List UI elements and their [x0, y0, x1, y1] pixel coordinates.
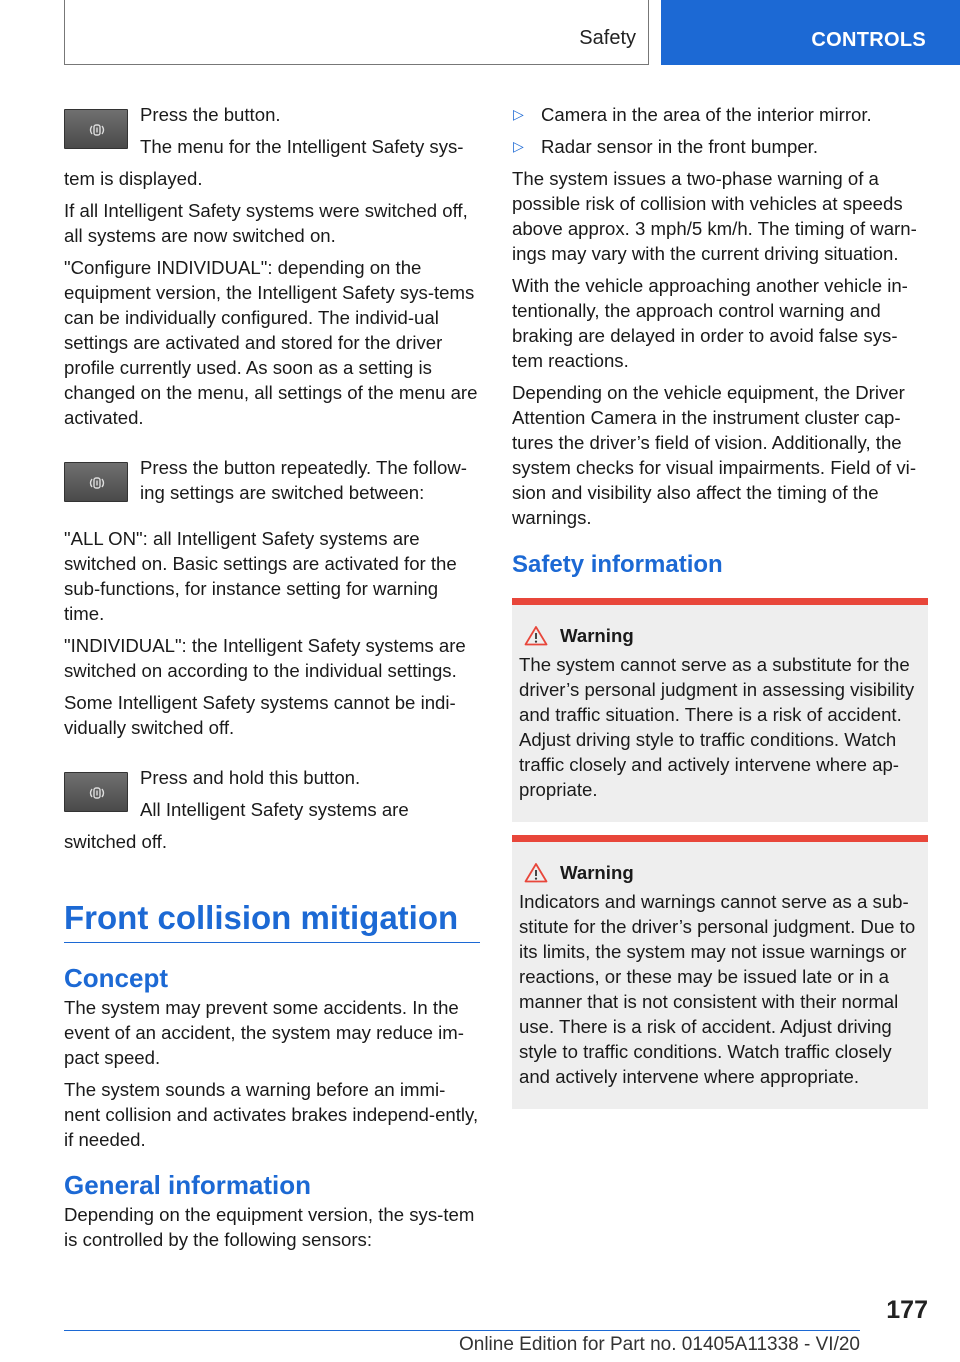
paragraph: "ALL ON": all Intelligent Safety systems are switched on. Basic settings are activated for the sub-functions, for instance setting for warning time. [64, 528, 457, 624]
sensor-list [512, 102, 928, 159]
button-instruction-3 [64, 765, 480, 829]
warning-title: Warning [560, 625, 634, 646]
footer-divider [64, 1330, 860, 1331]
header-section-box [64, 0, 649, 65]
triangle-bullet-icon: ▷ [513, 138, 524, 154]
warning-text: Indicators and warnings cannot serve as a sub‐stitute for the driver’s personal judgment. Due to its limits, the system may not issue warnings or reactions, or these may be issued late or in a manner that is not consistent with their normal use. There is a risk of accident. Adjust driving style to traffic conditions. Watch traffic closely and actively intervene where appropriate. [519, 891, 916, 1087]
list-item [512, 134, 928, 159]
btn3-line2: All Intelligent Safety systems are [140, 799, 409, 820]
warning-text: The system cannot serve as a substitute for the driver’s personal judgment in assessing visibility and traffic situation. There is a risk of accident. Adjust driving style to traffic conditions. Watch traffic closely and actively intervene where ap‐propriate. [519, 654, 915, 800]
paragraph: "INDIVIDUAL": the Intelligent Safety systems are switched on according to the individual settings. [64, 635, 466, 681]
header-section-title: Safety [579, 27, 636, 49]
subheading-general-information: General information [64, 1170, 312, 1200]
intelligent-safety-button-icon [64, 462, 128, 502]
header-chapter-title: CONTROLS [811, 29, 926, 51]
page-number: 177 [886, 1296, 928, 1324]
edition-text: Online Edition for Part no. 01405A11338 - VI/20 [458, 1334, 860, 1355]
page-header [0, 0, 960, 66]
safety-information-heading: Safety information [512, 551, 723, 578]
warning-triangle-icon [524, 862, 548, 883]
intelligent-safety-button-icon [64, 772, 128, 812]
header-chapter-tab [661, 0, 960, 65]
warning-box-1 [512, 598, 928, 822]
paragraph: Depending on the equipment version, the sys‐tem is controlled by the following sensors: [64, 1204, 475, 1250]
paragraph: With the vehicle approaching another vehicle in‐tentionally, the approach control warning and braking are delayed in order to avoid false sys‐tem reactions. [512, 275, 908, 371]
paragraph: The system sounds a warning before an immi‐nent collision and activates brakes independ‐ently, if needed. [64, 1079, 479, 1150]
list-item-text: Radar sensor in the front bumper. [541, 136, 818, 157]
paragraph: "Configure INDIVIDUAL": depending on the equipment version, the Intelligent Safety sys‐tems can be individually configured. The individ‐ual settings are activated and stored for the driver profile currently used. As soon as a setting is changed on the menu, all settings of the menu are activated. [64, 257, 478, 428]
subheading-concept: Concept [64, 963, 168, 993]
paragraph: If all Intelligent Safety systems were switched off, all systems are now switched on. [64, 200, 468, 246]
btn3-continuation: switched off. [64, 831, 168, 852]
section-heading: Front collision mitigation [64, 898, 480, 943]
paragraph: The system issues a two-phase warning of a possible risk of collision with vehicles at speeds above approx. 3 mph/5 km/h. The timing of warn‐ings may vary with the current driving situation. [512, 168, 917, 264]
btn1-line1: Press the button. [140, 104, 281, 125]
right-column [512, 102, 928, 1122]
list-item-text: Camera in the area of the interior mirror. [541, 104, 872, 125]
btn1-line2: The menu for the Intelligent Safety sys‐ [140, 136, 464, 157]
button-instruction-1 [64, 102, 480, 166]
left-column [64, 102, 480, 1259]
intelligent-safety-button-icon [64, 109, 128, 149]
triangle-bullet-icon: ▷ [513, 106, 524, 122]
paragraph: Some Intelligent Safety systems cannot be indi‐vidually switched off. [64, 692, 456, 738]
btn1-continuation: tem is displayed. [64, 168, 203, 189]
warning-triangle-icon [524, 625, 548, 646]
button-instruction-2 [64, 455, 480, 519]
paragraph: The system may prevent some accidents. In the event of an accident, the system may reduce im‐pact speed. [64, 997, 464, 1068]
list-item [512, 102, 928, 127]
warning-box-2 [512, 835, 928, 1109]
warning-title: Warning [560, 862, 634, 883]
btn3-line1: Press and hold this button. [140, 767, 361, 788]
paragraph: Depending on the vehicle equipment, the Driver Attention Camera in the instrument cluster cap‐tures the driver’s field of vision. Additionally, the system checks for visual impairments. Field of vi‐sion and visibility also affect the timing of the warnings. [512, 382, 917, 528]
btn2-text: Press the button repeatedly. The follow‐ing settings are switched between: [140, 457, 467, 503]
